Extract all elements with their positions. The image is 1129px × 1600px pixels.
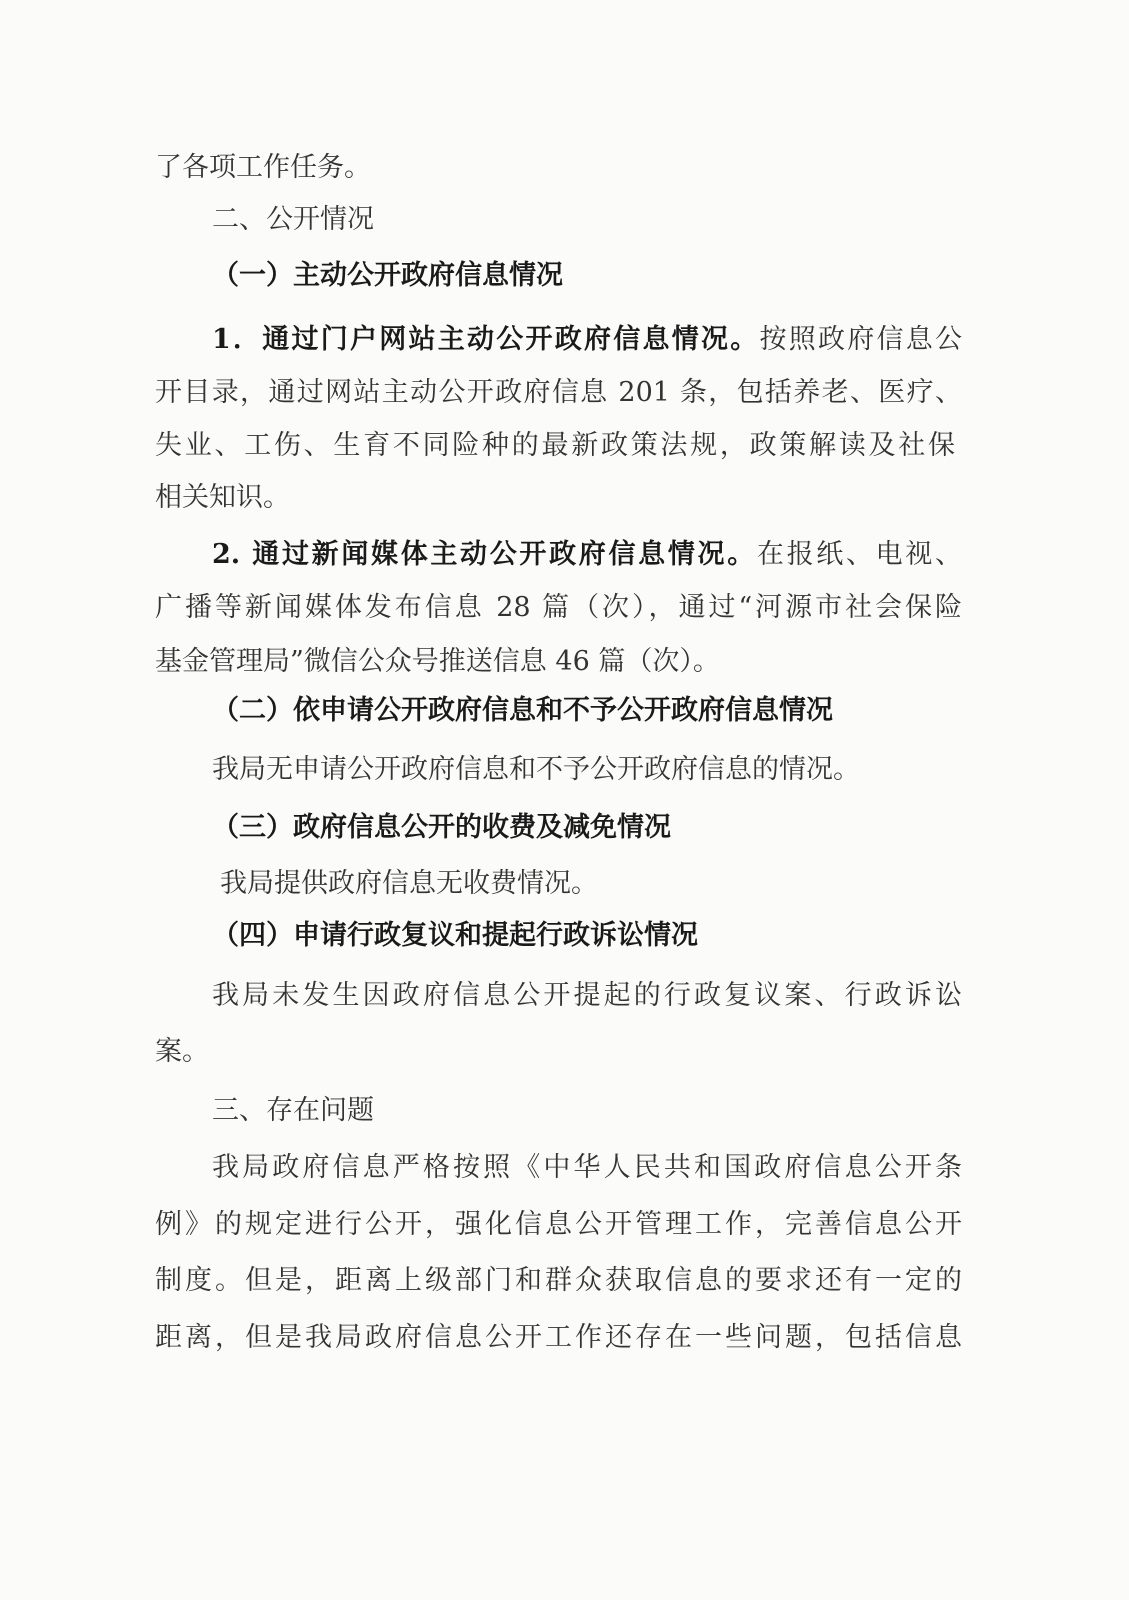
line-text: 广播等新闻媒体发布信息 28 篇（次），通过“河源市社会保险 [155,592,962,623]
line-text: 我局提供政府信息无收费情况。 [220,868,598,899]
line-text: 了各项工作任务。 [155,152,371,183]
line-text: 失业、工伤、生育不同险种的最新政策法规，政策解读及社保 [155,430,955,461]
paragraph-line [220,866,598,902]
line-text: 开目录，通过网站主动公开政府信息 201 条，包括养老、医疗、 [155,377,962,408]
line-text: 距离，但是我局政府信息公开工作还存在一些问题，包括信息 [155,1322,962,1353]
subsection-heading [212,693,833,729]
section-heading [212,1093,374,1129]
line-text: 制度。但是，距离上级部门和群众获取信息的要求还有一定的 [155,1265,962,1296]
bold-lead-text: （一）主动公开政府信息情况 [212,260,563,291]
paragraph-line [212,537,962,573]
paragraph-continuation [155,150,371,186]
bold-lead-text: 1．通过门户网站主动公开政府信息情况。 [212,324,760,355]
bold-lead-text: （四）申请行政复议和提起行政诉讼情况 [212,920,698,951]
section-heading [212,202,374,238]
bold-lead-text: （二）依申请公开政府信息和不予公开政府信息情况 [212,695,833,726]
paragraph-line [155,428,955,464]
paragraph-line [155,1207,962,1243]
subsection-heading [212,918,698,954]
paragraph-line [212,752,860,788]
paragraph-line [155,644,720,680]
line-text: 三、存在问题 [212,1095,374,1126]
line-text: 在报纸、电视、 [756,539,962,570]
line-text: 例》的规定进行公开，强化信息公开管理工作，完善信息公开 [155,1209,962,1240]
line-text: 相关知识。 [155,482,290,513]
paragraph-line [155,1034,209,1070]
subsection-heading [212,258,563,294]
paragraph-line [155,480,290,516]
line-text: 案。 [155,1036,209,1067]
line-text: 按照政府信息公 [759,324,963,355]
line-text: 我局无申请公开政府信息和不予公开政府信息的情况。 [212,754,860,785]
bold-lead-text: （三）政府信息公开的收费及减免情况 [212,812,671,843]
line-text: 我局未发生因政府信息公开提起的行政复议案、行政诉讼 [212,980,962,1011]
paragraph-line [212,978,962,1014]
paragraph-line [155,375,962,411]
paragraph-line [212,1150,962,1186]
line-text: 我局政府信息严格按照《中华人民共和国政府信息公开条 [212,1152,962,1183]
paragraph-line [155,590,962,626]
bold-lead-text: 2. 通过新闻媒体主动公开政府信息情况。 [212,539,757,570]
paragraph-line [155,1320,962,1356]
paragraph-line [212,322,962,358]
line-text: 基金管理局”微信公众号推送信息 46 篇（次）。 [155,646,720,677]
paragraph-line [155,1263,962,1299]
line-text: 二、公开情况 [212,204,374,235]
subsection-heading [212,810,671,846]
